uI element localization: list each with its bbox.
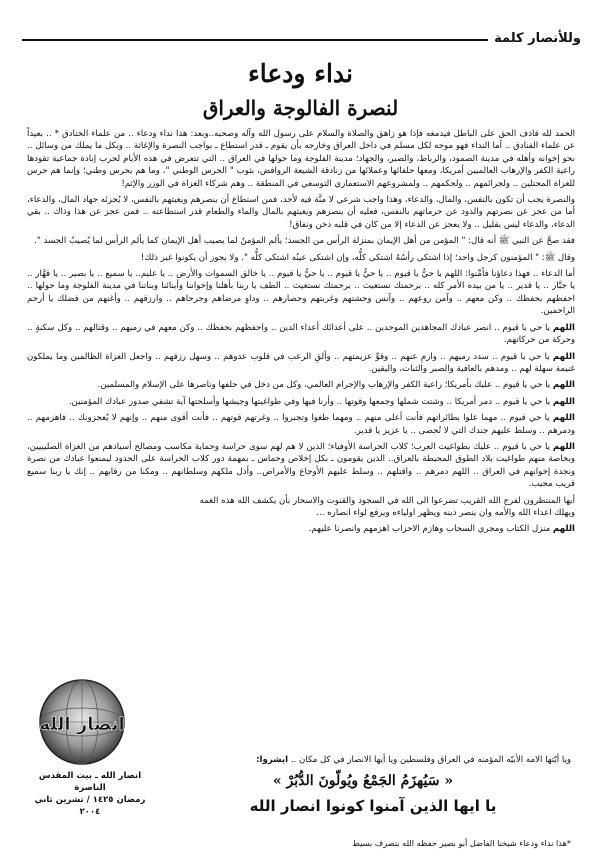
- body-text: [27, 128, 575, 540]
- sub-title: لنصرة الفالوجة والعراق: [202, 96, 399, 120]
- signature-line: الناصرة: [74, 783, 106, 793]
- section-label: وللأنصار كلمة: [488, 30, 581, 48]
- signature-line: انصار الله ـ بيت المقدس: [38, 771, 142, 781]
- glad-tidings: ابشروا:: [256, 755, 289, 765]
- paragraph: فقد صحَّ عن النبي ﷺ أنه قال: " المؤمن من أهل الإيمان بمنزلة الرأس من الجسد؛ يألم المؤمنُ لما يصيب أهل الإيمان كما يألم الرأس لما يُصيبُ الجسد ".: [34, 236, 575, 247]
- paragraph: الحمد لله قاذف الحق على الباطل فيدمغه فإذا هو زاهق والصلاة والسلام على رسول الله وآله وصحبه..وبعد: هذا نداء ودعاء .. من علماء الخنادق * .. بعيداً عن علماء الفنادق .. أما النداء فهو موجه لكل مسلم في داخل العراق وخارجه بأن يقوم ـ قدر استطاع ـ بواجب النصرة والإغاثة .. وبكل ما يملك من وسائل .. نحو إخوانه وأهله في مدينة الصمود، والرباط، والصبر، والجهاد؛ مدينة الفلوجة وما حولها في العراق .. التي تتعرض في هذه الأيام لحرب إبادة جماعية تقودها راعية الكفر والإرهاب العالميين أمريكا، ومعها حلفائها وعملائها من زنادقة الشيعة الروافض، بثوب " الحرس الوطني "، وما هم بحرس وطني؛ وإنما هم حرس للغزاة المحتلين .. ولجرائمهم .. ولحكمهم .. ولمشروعهم الاستعماري التوسعي في المنطقة .. وهم شركاء الغزاة في الوزر والإثم!: [27, 129, 575, 189]
- closing-call-text: ويا أيّتها الامه الأبيّه المؤمنه في العراق وفلسطين ويا أيها الانصار في كل مكان ..: [290, 755, 571, 765]
- paragraph: وقال ﷺ: " المؤمنون كرجل واحد؛ إذا اشتكى رأسُهُ اشتكى كلُّه، وإن اشتكى عينُه اشتكى كلُّه ". ولا يجوز أن يكونوا غير ذلك!: [140, 252, 575, 263]
- prayer: [27, 379, 575, 391]
- logo-text: انصار الله: [39, 714, 125, 735]
- prayer-text: يا حي يا قيوم .. انصر عبادك المجاهدين الموحدين .. على أعدائك أعداء الدين .. واحفظهم بحفظك .. وكن معهم في رميهم .. وقتالهم .. وكل سكنةٍ .. وحركة من حركاتهم.: [27, 322, 575, 346]
- globe-emblem-icon: [36, 676, 128, 768]
- title-block: [0, 58, 601, 122]
- footnote: *هذا نداء ودعاء شيخنا الفاضل أبو بصير حفظه الله بتصرف بسيط: [352, 838, 571, 848]
- prayer: [27, 322, 575, 347]
- prayer-text: يا حي يا قيوم .. عليك بطواغيت العرب؛ كلاب الحراسة الأوفياء؛ الذين لا هم لهم سوى حراسة وحماية مكاسب ومصالح أسيادهم من الغزاة الصليبيين، وبخاصة منهم طواغيت بلاد الطوق المحيطة بالعراق.. الذين يقومون ـ بكل إخلاص وحماس ـ بمهمة دور كلاب الحراسة على الحدود ليمنعوا عبادك من نصرة ونجدة إخوانهم في العراق .. اللهم دمرهم .. واقتلهم .. وسلط عليهم الأوجاع والأمراض.. وأذل ملكهم وسلطانهم .. ومكنا من رقابهم .. إنك يا ربنا سميع قريب مجيب.: [27, 441, 575, 490]
- closing-call: [180, 754, 571, 766]
- final-prayer: [27, 523, 575, 535]
- emblem-graphic: [36, 676, 128, 768]
- prayer-text: يا حي يا قيوم .. عليك بأمريكا؛ راعية الكفر والإرهاب والإجرام العالمي، وكل من دخل في حلفها وناصرها على الإسلام والمسلمين.: [97, 380, 551, 391]
- appeal: [27, 507, 575, 519]
- quran-verse: « سَيُهزَمُ الجَمْعُ ويُولّونَ الدُّبُرْ »: [272, 773, 454, 789]
- prayer-text: منزل الكتاب ومجري السحاب وهازم الاحزاب اهزمهم وانصرنا عليهم.: [308, 524, 551, 535]
- prayer-lead: اللهم: [552, 380, 575, 391]
- prayer-text: يا حي يا قيوم .. دمر أمريكا .. وشتت شملها وجمعها وقوتها .. وأرنا فيها وفي طواغيتها وجيشها وأسلحتها آية تشفي صدور عبادك المؤمنين.: [68, 396, 551, 407]
- prayer-lead: اللهم: [552, 351, 576, 362]
- prayer-text: يا حي قيوم .. مهما علوا بطائراتهم فأنت أعلى منهم .. ومهما طغوا وتجبروا .. وغرتهم قوتهم .. فأنت أقوى منهم .. وإنهم لا يُعجزونك .. فاهزمهم .. ودمرهم .. وسلط عليهم جندك التي لا تُحصى .. يا عزيز يا قدير.: [27, 413, 575, 436]
- prayer-lead: اللهم: [552, 396, 575, 407]
- prayer-lead: اللهم: [552, 322, 575, 333]
- prayer-text: يا حي يا قيوم .. سدد رميهم .. وارمِ عنهم .. وقوِّ عزيمتهم .. وألقِ الرعب في قلوب عدوهم .. وسهل رزقهم .. واجعل الغزاة الظالمين وما يملكون غنيمة سهلة لهم .. ومدهم بالعافية والصبر والثبات، واليقين.: [27, 351, 575, 374]
- prayer: [27, 351, 575, 376]
- appeal-text: ويهلك اعداء الله والأمه وان ينصر دينه ويظهر اولياءه ويرفع لواء انصاره ...: [316, 507, 575, 518]
- slogan: يا ايها الذين آمنوا كونوا انصار الله: [249, 797, 497, 815]
- appeal: [27, 495, 575, 507]
- prayer-lead: اللهم: [552, 524, 575, 535]
- signature-line: رمضان ١٤٢٥ / تشرين ثاني ٢٠٠٤: [34, 795, 146, 817]
- main-title: نداء ودعاء: [248, 59, 353, 88]
- paragraph: والنصرة يجب أن تكون بالنفس، والمال، والدعاء، وهذا واجب شرعي لا منَّة فيه لأحد، فمن استطاع أن ينصرهم ويغيثهم بالنفس، لا يُجزئه جهاد المال، والدعاء، أما من عجز عن نصرتهم والذود عن حرماتهم بالنفس، فعليه أن ينصرهم ويغيثهم بالمال والماء والطعام قدر استطاعته .. فمن عجز عن هذا وذاك .. بقي الدعاء، والدعاء ليس بقليل .. ولا يعجز عن الدعاء إلا من كان في قلبه دخن ونفاق!: [27, 195, 575, 230]
- appeal-text: أيها المنتظرون لفرج الله القريب تضرعوا الى الله في السجود والقنوت والاسحار بأن يكشف الله هذه الغمه: [199, 495, 575, 506]
- section-header: [22, 30, 581, 48]
- prayer: [27, 412, 575, 437]
- prayer: [27, 396, 575, 408]
- paragraph: أما الدعاء .. فهذا دعاؤنا فأمِّنوا: اللهم يا حيُّ يا قيوم .. يا حيُّ يا قيوم .. يا حيُّ يا قيوم .. يا خالق السموات والأرض .. يا عليم.. يا سميع .. يا بصير .. يا قهَّار .. يا جبَّار .. يا قدير .. يا من بيده الأمر كله .. برحمتك نستغيث .. برحمتك نستغيث .. الطف يا ربنا بأهلنا وإخواننا وأبنائنا وبناتنا في مدينة الفلوجة وما حولها .. احفظهم بحفظك .. وكن معهم .. وآمن روعهم .. وآنس وحشتهم وغربتهم وحصارهم .. وداوِ مرضاهم وجرحاهم .. وارزقهم .. وأغنهم من فضلك يا أرحم الراحمين.: [27, 269, 575, 317]
- prayer-lead: اللهم: [552, 441, 575, 452]
- prayer: [27, 441, 575, 491]
- prayer-lead: اللهم: [552, 413, 575, 424]
- signature: [30, 770, 150, 818]
